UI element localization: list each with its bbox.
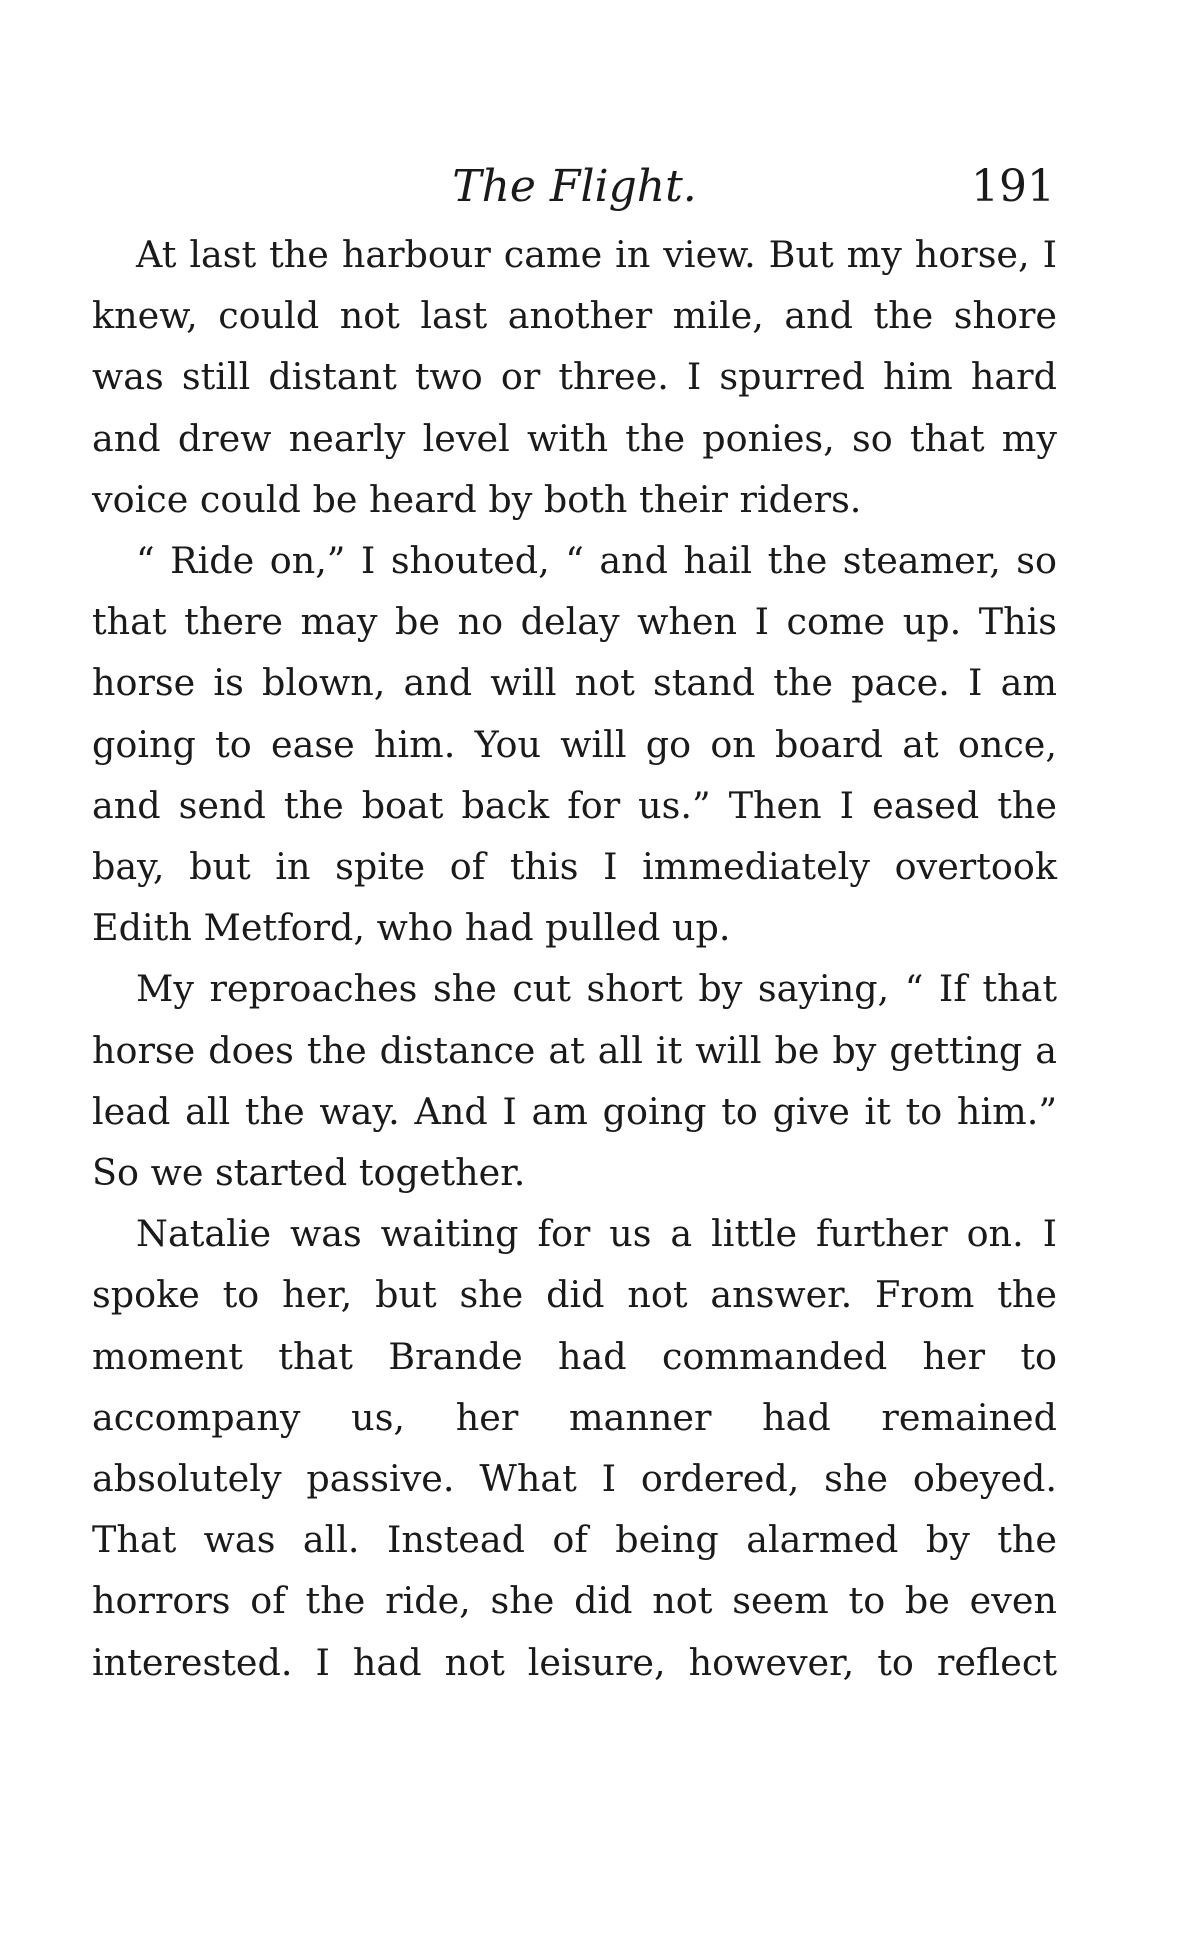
paragraph: “ Ride on,” I shouted, “ and hail the steamer, so that there may be no delay when I come up. This horse is blown, and will not stand the pace. I am going to ease him. You will go on board at once, and send the boat back for us.” Then I eased the bay, but in spite of this I immediately overtook Edith Metford, who had pulled up. — [92, 539, 1057, 950]
running-title: The Flight. — [452, 161, 697, 212]
paragraph: Natalie was waiting for us a little further on. I spoke to her, but she did not answer. From the moment that Brande had commanded her to accompany us, her manner had remained absolutely passive. What I ordered, she obeyed. That was all. Instead of being alarmed by the horrors of the ride, she did not seem to be even interested. I had not leisure, however, to reflect — [92, 1212, 1057, 1684]
paragraph: My reproaches she cut short by saying, “ If that horse does the distance at all it will be by getting a lead all the way. And I am going to give it to him.” So we started together. — [92, 967, 1057, 1195]
paragraph: At last the harbour came in view. But my horse, I knew, could not last another mile, and the shore was still distant two or three. I spurred him hard and drew nearly level with the ponies, so that my voice could be heard by both their riders. — [92, 233, 1057, 521]
book-page — [92, 150, 1057, 1693]
page-number: 191 — [971, 161, 1055, 212]
page-header — [92, 150, 1057, 224]
body-text — [92, 224, 1057, 1693]
